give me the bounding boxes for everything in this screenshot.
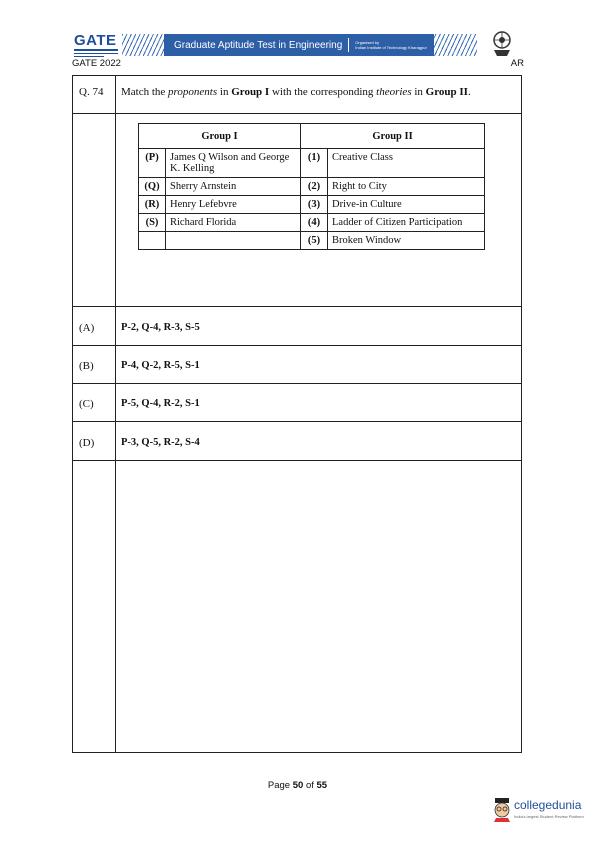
- gate-logo-text: GATE: [74, 32, 117, 49]
- group2-cell: Ladder of Citizen Participation: [328, 214, 485, 232]
- group1-cell: James Q Wilson and George K. Kelling: [166, 149, 301, 178]
- row-label: (R): [139, 196, 166, 214]
- table-row: [139, 178, 485, 196]
- group1-header: Group I: [139, 124, 301, 149]
- group2-header: Group II: [301, 124, 485, 149]
- row-label: (3): [301, 196, 328, 214]
- option-label-c: (C): [79, 398, 94, 410]
- group1-cell: Henry Lefebvre: [166, 196, 301, 214]
- group1-cell: Richard Florida: [166, 214, 301, 232]
- option-label-d: (D): [79, 437, 95, 449]
- page-header: [72, 30, 524, 60]
- option-text-b: P-4, Q-2, R-5, S-1: [121, 360, 200, 371]
- page-total: 55: [316, 780, 328, 791]
- exam-label: GATE 2022: [72, 58, 121, 69]
- option-label-b: (B): [79, 360, 94, 372]
- paper-code: AR: [510, 58, 524, 69]
- header-banner: [122, 34, 477, 56]
- group1-cell: Sherry Arnstein: [166, 178, 301, 196]
- row-label: (5): [301, 232, 328, 250]
- page-footer: Page 50 of 55: [267, 780, 328, 791]
- group2-cell: Right to City: [328, 178, 485, 196]
- option-text-a: P-2, Q-4, R-3, S-5: [121, 322, 200, 333]
- group1-cell: [166, 232, 301, 250]
- row-label: (4): [301, 214, 328, 232]
- header-info-row: [72, 58, 524, 72]
- row-label: (1): [301, 149, 328, 178]
- banner-title: Graduate Aptitude Test in Engineering: [174, 39, 343, 51]
- table-row: [139, 196, 485, 214]
- row-label: (2): [301, 178, 328, 196]
- option-text-d: P-3, Q-5, R-2, S-4: [121, 437, 200, 448]
- match-table: [138, 123, 485, 250]
- brand-tagline: India's largest Student Review Platform: [514, 814, 584, 819]
- table-row: [139, 232, 485, 250]
- collegedunia-watermark: [490, 796, 590, 826]
- gate-logo: [72, 32, 120, 60]
- page-current: 50: [292, 780, 304, 791]
- iit-emblem-icon: [490, 30, 514, 58]
- group2-cell: Drive-in Culture: [328, 196, 485, 214]
- group2-cell: Broken Window: [328, 232, 485, 250]
- group2-cell: Creative Class: [328, 149, 485, 178]
- option-text-c: P-5, Q-4, R-2, S-1: [121, 398, 200, 409]
- question-text: Match the proponents in Group I with the corresponding theories in Group II.: [121, 86, 471, 98]
- row-label: (P): [139, 149, 166, 178]
- table-row: [139, 214, 485, 232]
- row-label: (Q): [139, 178, 166, 196]
- organizer-text: Organised by Indian Institute of Technology Kharagpur: [355, 40, 427, 50]
- brand-name: collegedunia: [514, 798, 582, 812]
- row-label: [139, 232, 166, 250]
- row-label: (S): [139, 214, 166, 232]
- table-row: [139, 149, 485, 178]
- option-label-a: (A): [79, 322, 95, 334]
- question-number: Q. 74: [79, 86, 104, 98]
- match-table-header: [139, 124, 485, 149]
- mascot-icon: [492, 798, 512, 822]
